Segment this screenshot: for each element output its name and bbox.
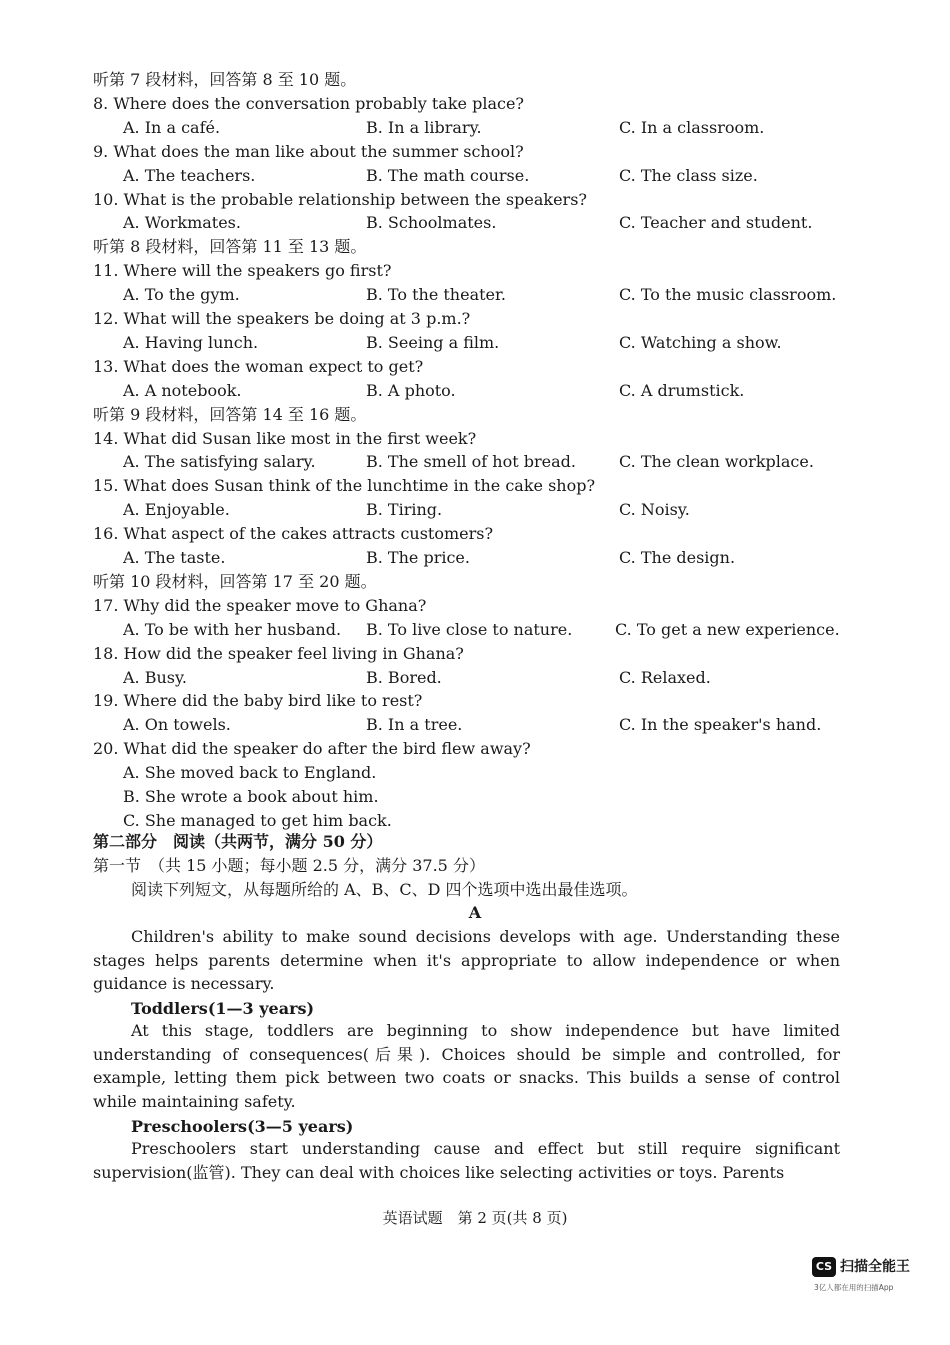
answer-option: A. Enjoyable.: [123, 500, 230, 520]
answer-option: B. Bored.: [366, 667, 442, 687]
passage-intro-text: Children's ability to make sound decisions develops with age. Understanding these stages helps parents determine when it's appropriate to allow independence or when guidance is necessary.: [93, 927, 840, 994]
answer-option: A. Workmates.: [123, 213, 241, 233]
answer-option: C. Watching a show.: [619, 332, 782, 352]
answer-option: C. Noisy.: [619, 500, 690, 520]
scanner-watermark: [812, 1257, 932, 1297]
answer-option: C. She managed to get him back.: [123, 810, 392, 830]
answer-option: B. Schoolmates.: [366, 213, 497, 233]
question-stem: 16. What aspect of the cakes attracts customers?: [93, 524, 494, 544]
question-stem: 18. How did the speaker feel living in Ghana?: [93, 643, 464, 663]
watermark-name: 扫描全能王: [840, 1259, 910, 1275]
answer-option: B. Tiring.: [366, 500, 443, 520]
answer-option: C. In a classroom.: [619, 117, 765, 137]
answer-option: A. The satisfying salary.: [123, 452, 316, 472]
answer-option: B. In a tree.: [366, 715, 463, 735]
answer-option: C. Teacher and student.: [619, 213, 813, 233]
answer-option: A. She moved back to England.: [123, 763, 377, 783]
answer-option: C. The design.: [619, 548, 736, 567]
question-stem: 8. Where does the conversation probably take place?: [93, 93, 524, 113]
answer-option: C. The class size.: [619, 165, 758, 185]
question-stem: 13. What does the woman expect to get?: [93, 356, 424, 376]
question-stem: 20. What did the speaker do after the bird flew away?: [93, 739, 531, 759]
listening-group-header: 听第 10 段材料，回答第 17 至 20 题。: [93, 571, 377, 591]
toddlers-text: At this stage, toddlers are beginning to show independence but have limited understanding of consequences(后果). Choices should be simple and controlled, for example, letting them pick between two coats or snacks. This builds a sense of control while maintaining safety.: [93, 1021, 840, 1112]
answer-option: C. A drumstick.: [619, 380, 745, 400]
passage-intro: [93, 925, 840, 996]
toddlers-paragraph: [93, 1019, 840, 1114]
answer-option: B. The smell of hot bread.: [366, 452, 576, 472]
question-stem: 12. What will the speakers be doing at 3 p.m.?: [93, 309, 471, 328]
reading-instruction: 阅读下列短文，从每题所给的 A、B、C、D 四个选项中选出最佳选项。: [131, 880, 638, 899]
answer-option: B. Seeing a film.: [366, 332, 500, 352]
question-stem: 9. What does the man like about the summer school?: [93, 141, 524, 161]
answer-option: A. To the gym.: [123, 285, 240, 305]
answer-option: B. A photo.: [366, 380, 456, 400]
toddlers-heading: Toddlers(1—3 years): [131, 999, 315, 1018]
passage-label: A: [468, 903, 482, 922]
listening-group-header: 听第 8 段材料，回答第 11 至 13 题。: [93, 237, 367, 257]
answer-option: A. To be with her husband.: [123, 619, 342, 639]
answer-option: A. Busy.: [123, 667, 187, 687]
section1-heading: 第一节 （共 15 小题；每小题 2.5 分，满分 37.5 分）: [93, 856, 485, 875]
answer-option: A. On towels.: [123, 715, 231, 735]
answer-option: A. In a café.: [123, 117, 221, 137]
part2-title: 第二部分 阅读（共两节，满分 50 分）: [93, 832, 383, 851]
question-stem: 15. What does Susan think of the lunchtime in the cake shop?: [93, 476, 596, 496]
answer-option: B. To the theater.: [366, 285, 506, 305]
answer-option: C. In the speaker's hand.: [619, 715, 822, 735]
answer-option: A. A notebook.: [123, 380, 242, 400]
page-footer: 英语试题 第 2 页(共 8 页): [382, 1209, 568, 1227]
answer-option: B. To live close to nature.: [366, 619, 573, 639]
answer-option: C. The clean workplace.: [619, 452, 814, 472]
answer-option: A. Having lunch.: [123, 332, 259, 352]
answer-option: B. The math course.: [366, 165, 530, 185]
question-stem: 17. Why did the speaker move to Ghana?: [93, 595, 427, 615]
preschool-heading: Preschoolers(3—5 years): [131, 1117, 354, 1136]
answer-option: B. The price.: [366, 548, 470, 567]
question-stem: 19. Where did the baby bird like to rest?: [93, 691, 423, 711]
preschool-text: Preschoolers start understanding cause and effect but still require significant supervision(监管). They can deal with choices like selecting activities or toys. Parents: [93, 1139, 840, 1182]
answer-option: A. The teachers.: [123, 165, 256, 185]
question-stem: 10. What is the probable relationship between the speakers?: [93, 189, 587, 209]
listening-group-header: 听第 9 段材料，回答第 14 至 16 题。: [93, 404, 367, 424]
watermark-tagline: 3亿人都在用的扫描App: [814, 1283, 894, 1292]
question-stem: 14. What did Susan like most in the first week?: [93, 428, 477, 448]
question-stem: 11. Where will the speakers go first?: [93, 261, 392, 281]
answer-option: C. To get a new experience.: [615, 619, 840, 639]
answer-option: C. Relaxed.: [619, 667, 711, 687]
answer-option: C. To the music classroom.: [619, 285, 837, 305]
preschool-paragraph: [93, 1137, 840, 1184]
answer-option: B. She wrote a book about him.: [123, 787, 379, 806]
answer-option: B. In a library.: [366, 117, 482, 137]
answer-option: A. The taste.: [123, 548, 226, 567]
listening-group-header: 听第 7 段材料，回答第 8 至 10 题。: [93, 70, 357, 89]
cs-logo-icon: CS: [812, 1257, 836, 1277]
